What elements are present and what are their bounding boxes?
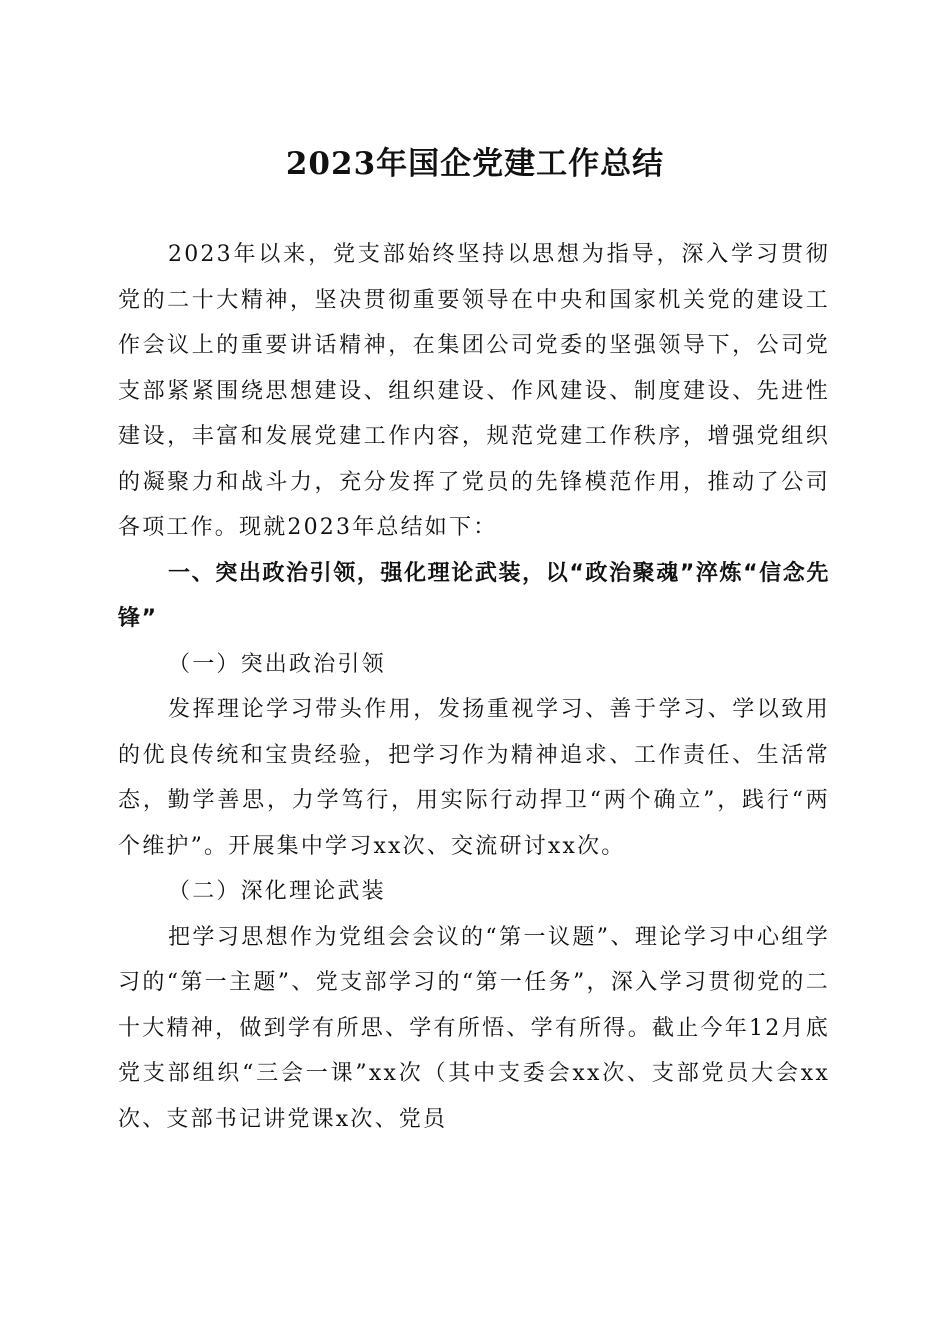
subsection-heading-2: （二）深化理论武装 — [168, 879, 386, 904]
section-heading-1: 一、突出政治引领，强化理论武装，以“政治聚魂”淬炼“信念先锋” — [118, 560, 830, 631]
document-title: 2023年国企党建工作总结 — [285, 146, 665, 182]
intro-paragraph: 2023年以来，党支部始终坚持以思想为指导，深入学习贯彻党的二十大精神，坚决贯彻重要领导在中央和国家机关党的建设工作会议上的重要讲话精神，在集团公司党委的坚强领导下，公司党支部紧紧围绕思想建设、组织建设、作风建设、制度建设、先进性建设，丰富和发展党建工作内容，规范党建工作秩序，增强党组织的凝聚力和战斗力，充分发挥了党员的先锋模范作用，推动了公司各项工作。现就2023年总结如下： — [118, 242, 830, 540]
body-paragraph: 把学习思想作为党组会会议的“第一议题”、理论学习中心组学习的“第一主题”、党支部学习的“第一任务”，深入学习贯彻党的二十大精神，做到学有所思、学有所悟、学有所得。截止今年12月底党支部组织“三会一课”xx次（其中支委会xx次、支部党员大会xx次、支部书记讲党课x次、党员 — [118, 924, 830, 1132]
document-body — [118, 232, 830, 1142]
subsection-heading-1: （一）突出政治引领 — [168, 651, 386, 677]
body-paragraph: 发挥理论学习带头作用，发扬重视学习、善于学习、学以致用的优良传统和宝贵经验，把学习作为精神追求、工作责任、生活常态，勤学善思，力学笃行，用实际行动捍卫“两个确立”，践行“两个维护”。开展集中学习xx次、交流研讨xx次。 — [118, 697, 830, 859]
